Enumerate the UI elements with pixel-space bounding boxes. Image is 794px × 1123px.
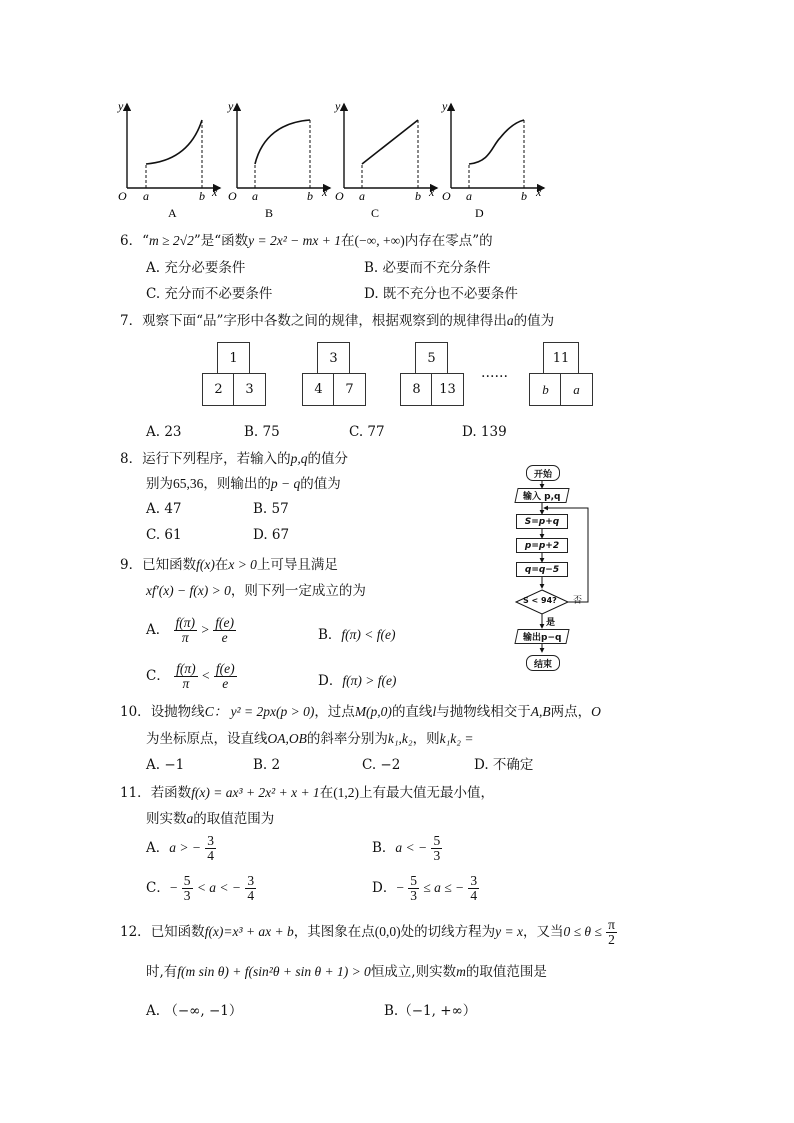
q7-fig3-left: 8 [400,373,433,406]
q10-line2-prod: k₁k₂ = [439,731,474,746]
q6-function: y = 2x² − mx + 1 [248,233,341,248]
q11-c-d2: 4 [247,888,255,903]
q10-line1 [120,703,601,721]
q7-var: a [506,313,514,328]
q11-d-mid: ≤ a ≤ − [423,880,465,895]
q7-fig4-right: a [560,373,593,406]
q6-stem-pre: “ [142,233,149,249]
q12-choice-b: B.（−1, +∞） [384,1003,477,1019]
q9-number: 9． [120,557,143,573]
q7-fig3-top: 5 [415,342,448,375]
q8-line1-var: p,q [290,451,308,466]
q11-a-d: 4 [207,848,215,863]
q11-line1-pre: 若函数 [150,785,192,801]
q6-choice-b: B. 必要而不充分条件 [364,260,491,276]
q7-stem-text: 观察下面“品”字形中各数之间的规律，根据观察到的规律得出 [142,313,507,329]
graph-b [227,99,330,203]
graph-d-origin: O [442,189,451,203]
q9-line1-cond: x > 0 [228,557,257,572]
q7-number: 7． [120,313,143,329]
graph-a-x-label: x [212,185,218,199]
q10-choice-a: A. −1 [146,757,185,773]
graph-option-b: B [265,206,274,220]
q12-number: 12． [120,924,151,940]
q6-condition: m ≥ 2√2 [149,233,194,248]
flowchart-no: 否 [573,596,583,606]
graph-a-tick-b: b [199,189,205,203]
q7-fig4-left: b [529,373,562,406]
q10-line2-pre: 为坐标原点，设直线 [146,731,268,747]
q6-stem-in: 在 [341,233,355,249]
q11-d-frac1 [408,874,419,903]
q9-line1-pre: 已知函数 [142,557,197,573]
q9-a-n2: f(e) [215,615,235,630]
q11-d-pre: − [396,880,404,895]
q11-choice-b [372,834,442,863]
q11-c-mid: < a < − [196,880,242,895]
q12-pi-n: π [608,917,615,932]
q8-line2-post: 的值为 [300,476,341,492]
q11-line1-int: (1,2) [333,785,360,800]
q6-stem [120,232,493,250]
q12-line1-mid2: 处的切线方程为 [400,924,496,940]
flowchart-step-p: p=p+2 [516,538,568,553]
q9-c-n2: f(e) [215,661,235,676]
q12-line1-func: f(x)=x³ + ax + b [204,924,294,939]
q8-line2-val: 65,36 [173,476,204,491]
flowchart-step-sum: S=p+q [516,514,568,529]
q7-fig3-right: 13 [431,373,464,406]
q12-line1-tan: y = x [495,924,524,939]
q12-choice-a: A. （−∞, −1） [146,1003,243,1019]
q10-line2-mid: 的斜率分别为 [306,731,388,747]
q8-line1 [120,450,348,468]
q9-c-frac1 [174,662,198,691]
graph-a-origin: O [118,189,127,203]
graph-option-d: D [475,206,484,220]
q10-line2-mid2: ，则 [412,731,440,747]
q9-c-d1: π [182,676,190,691]
q11-b-pre: a < − [395,840,428,855]
q11-a-label: A． [146,840,170,856]
q7-choice-c: C. 77 [349,424,385,440]
q9-b-label: B． [318,627,342,643]
q11-d-n1: 5 [410,873,417,888]
q10-number: 10． [120,704,151,720]
q10-line1-curve: C： y² = 2px(p > 0) [204,704,315,719]
q9-a-n1: f(π) [175,615,196,630]
q7-fig4-top: 11 [543,342,579,375]
q11-a-frac [205,834,216,863]
graph-b-tick-b: b [307,189,313,203]
q9-c-label: C． [146,668,170,684]
q11-c-frac1 [182,874,193,903]
flowchart-step-q: q=q−5 [516,562,568,577]
q9-a-d2: e [221,630,228,645]
q11-d-label: D． [372,880,397,896]
graph-b-origin: O [228,189,237,203]
q12-line1-pt: (0,0) [374,924,401,939]
q7-choice-a: A. 23 [146,424,182,440]
graph-d-y-label: y [442,99,448,113]
q11-choice-d [372,874,479,903]
q9-line2-expr: xf′(x) − f(x) > 0 [146,583,231,598]
q11-a-pre: a > − [169,840,201,855]
q9-line1 [120,556,338,574]
graph-b-x-label: x [322,185,328,199]
q9-a-op: > [201,622,209,637]
q12-line1 [120,918,617,947]
graph-d-tick-a: a [466,189,472,203]
option-graphs [110,96,560,226]
q7-choice-d: D. 139 [462,424,507,440]
q9-d-label: D． [318,673,343,689]
graph-b-tick-a: a [252,189,258,203]
q12-line2 [146,963,547,981]
q12-line2-mid: 恒成立,则实数 [370,964,457,980]
q6-number: 6． [120,233,143,249]
q11-choice-c [146,874,256,903]
q8-choice-a: A. 47 [146,501,182,517]
q11-line1 [120,784,494,802]
flowchart-input [514,488,569,503]
q11-d-d1: 3 [410,888,417,903]
flowchart-start: 开始 [526,465,560,481]
q11-b-frac [431,834,442,863]
q8-choice-b: B. 57 [253,501,289,517]
graph-option-a: A [168,206,177,220]
q11-a-n: 3 [207,833,215,848]
q10-line1-pts: A,B [530,704,551,719]
q10-line1-l: l [432,704,437,719]
q10-line1-o: O [591,704,601,719]
q11-b-n: 5 [433,833,441,848]
flowchart-condition: S < 94? [523,596,557,605]
graph-c [334,99,437,203]
q9-c-n1: f(π) [176,661,196,676]
q11-b-d: 3 [433,848,441,863]
q8-choice-c: C. 61 [146,527,182,543]
q7-fig1-right: 3 [233,373,266,406]
q6-choice-c: C. 充分而不必要条件 [146,286,273,302]
q9-choice-b [318,626,396,644]
graph-c-x-label: x [429,185,435,199]
q11-line2-post: 的取值范围为 [193,811,275,827]
q10-line1-mid2: 的直线 [391,704,433,720]
q9-c-op: < [201,668,210,683]
q12-line1-mid3: ，又当 [523,924,564,940]
q11-choice-a [146,834,216,863]
q7-fig1-top: 1 [217,342,250,375]
graph-c-y-label: y [335,99,341,113]
q6-stem-post: 内存在零点”的 [404,233,493,249]
q12-line2-m: m [456,964,466,979]
q11-d-n2: 3 [470,873,478,888]
q11-line2 [146,810,274,828]
flowchart-output [514,629,569,644]
q12-line1-mid: ，其图象在点 [293,924,375,940]
q9-d-expr: f(π) > f(e) [342,673,397,688]
q12-pi-d: 2 [608,932,615,947]
q12-line1-range: 0 ≤ θ ≤ [563,924,602,939]
graph-a-y-label: y [118,99,124,113]
q8-number: 8． [120,451,143,467]
q11-line1-func: f(x) = ax³ + 2x² + x + 1 [191,785,320,800]
q10-line2-k: k₁,k₂ [387,731,413,746]
q9-choice-d [318,672,396,690]
q10-line1-pre: 设抛物线 [150,704,205,720]
q7-fig1-left: 2 [202,373,235,406]
flowchart-yes: 是 [546,618,556,628]
q8-line2-mid: ，则输出的 [203,476,271,492]
q11-line1-mid: 在 [319,785,334,801]
q12-line1-pre: 已知函数 [150,924,205,940]
q12-line2-ineq: f(m sin θ) + f(sin²θ + sin θ + 1) > 0 [177,964,371,979]
graph-b-y-label: y [228,99,234,113]
q7-stem [120,312,554,330]
q9-line1-post: 上可导且满足 [256,557,338,573]
q7-ellipsis: …… [481,365,508,381]
q9-a-d1: π [181,630,189,645]
q9-choice-c [146,662,237,691]
q9-line1-mid: 在 [214,557,229,573]
q8-line1-pre: 运行下列程序，若输入的 [142,451,291,467]
q11-c-frac2 [245,874,256,903]
flowchart-output-label: 输出p−q [522,633,562,643]
q9-b-expr: f(π) < f(e) [341,627,396,642]
q10-line1-mid4: 两点， [550,704,592,720]
q10-line1-mid3: 与抛物线相交于 [436,704,531,720]
q9-c-d2: e [222,676,229,691]
q9-a-label: A． [146,622,170,638]
q6-choice-a: A. 充分必要条件 [146,260,246,276]
q10-choice-c: C. −2 [362,757,401,773]
q11-d-d2: 4 [470,888,478,903]
q10-line1-point: M(p,0) [354,704,392,719]
q11-line2-pre: 则实数 [146,811,187,827]
q9-line2 [146,582,366,600]
graph-a [117,99,220,203]
q10-choice-d: D. 不确定 [474,757,534,773]
flowchart-input-label: 输入 p,q [523,492,561,502]
q12-line2-pre: 时,有 [146,964,178,980]
q9-choice-a [146,616,236,645]
q8-line1-post: 的值分 [307,451,348,467]
q9-a-frac2 [213,616,236,645]
q11-c-n1: 5 [183,873,191,888]
q9-c-frac2 [214,662,237,691]
q11-line1-post: 上有最大值无最小值， [359,785,495,801]
q6-interval: (−∞, +∞) [354,233,405,248]
q10-line2 [146,730,473,748]
q7-fig2-right: 7 [333,373,366,406]
q11-c-d1: 3 [183,888,191,903]
q11-c-n2: 3 [247,873,255,888]
q11-line2-var: a [186,811,194,826]
q7-fig2-left: 4 [302,373,335,406]
q7-choice-b: B. 75 [244,424,280,440]
q8-line2-pre: 别为 [146,476,173,492]
q9-a-frac1 [174,616,198,645]
q11-b-label: B． [372,840,396,856]
q11-c-pre: − [169,880,178,895]
q10-choice-b: B. 2 [253,757,281,773]
q6-stem-mid: ”是“函数 [193,233,249,249]
flowchart-end: 结束 [526,655,560,671]
q8-line2 [146,475,341,493]
q6-choice-d: D. 既不充分也不必要条件 [364,286,518,302]
q8-choice-d: D. 67 [253,527,290,543]
graph-c-origin: O [335,189,344,203]
graph-d-x-label: x [536,185,542,199]
q9-line1-f: f(x) [196,557,215,572]
graph-option-c: C [371,206,380,220]
graph-a-tick-a: a [143,189,149,203]
q10-line1-mid: ，过点 [314,704,355,720]
graph-d [441,99,544,203]
q7-fig2-top: 3 [317,342,350,375]
graph-c-tick-b: b [415,189,421,203]
q11-number: 11． [120,785,151,801]
q9-line2-post: ，则下列一定成立的为 [230,583,366,599]
q10-line2-lines: OA,OB [267,731,307,746]
q8-line2-expr: p − q [270,476,301,491]
q12-pi-over-2 [606,918,617,947]
q11-c-label: C． [146,880,170,896]
graph-c-tick-a: a [359,189,365,203]
q7-stem-end: 的值为 [513,313,555,329]
graph-d-tick-b: b [521,189,527,203]
q11-d-frac2 [468,874,479,903]
q12-line2-post: 的取值范围是 [465,964,547,980]
